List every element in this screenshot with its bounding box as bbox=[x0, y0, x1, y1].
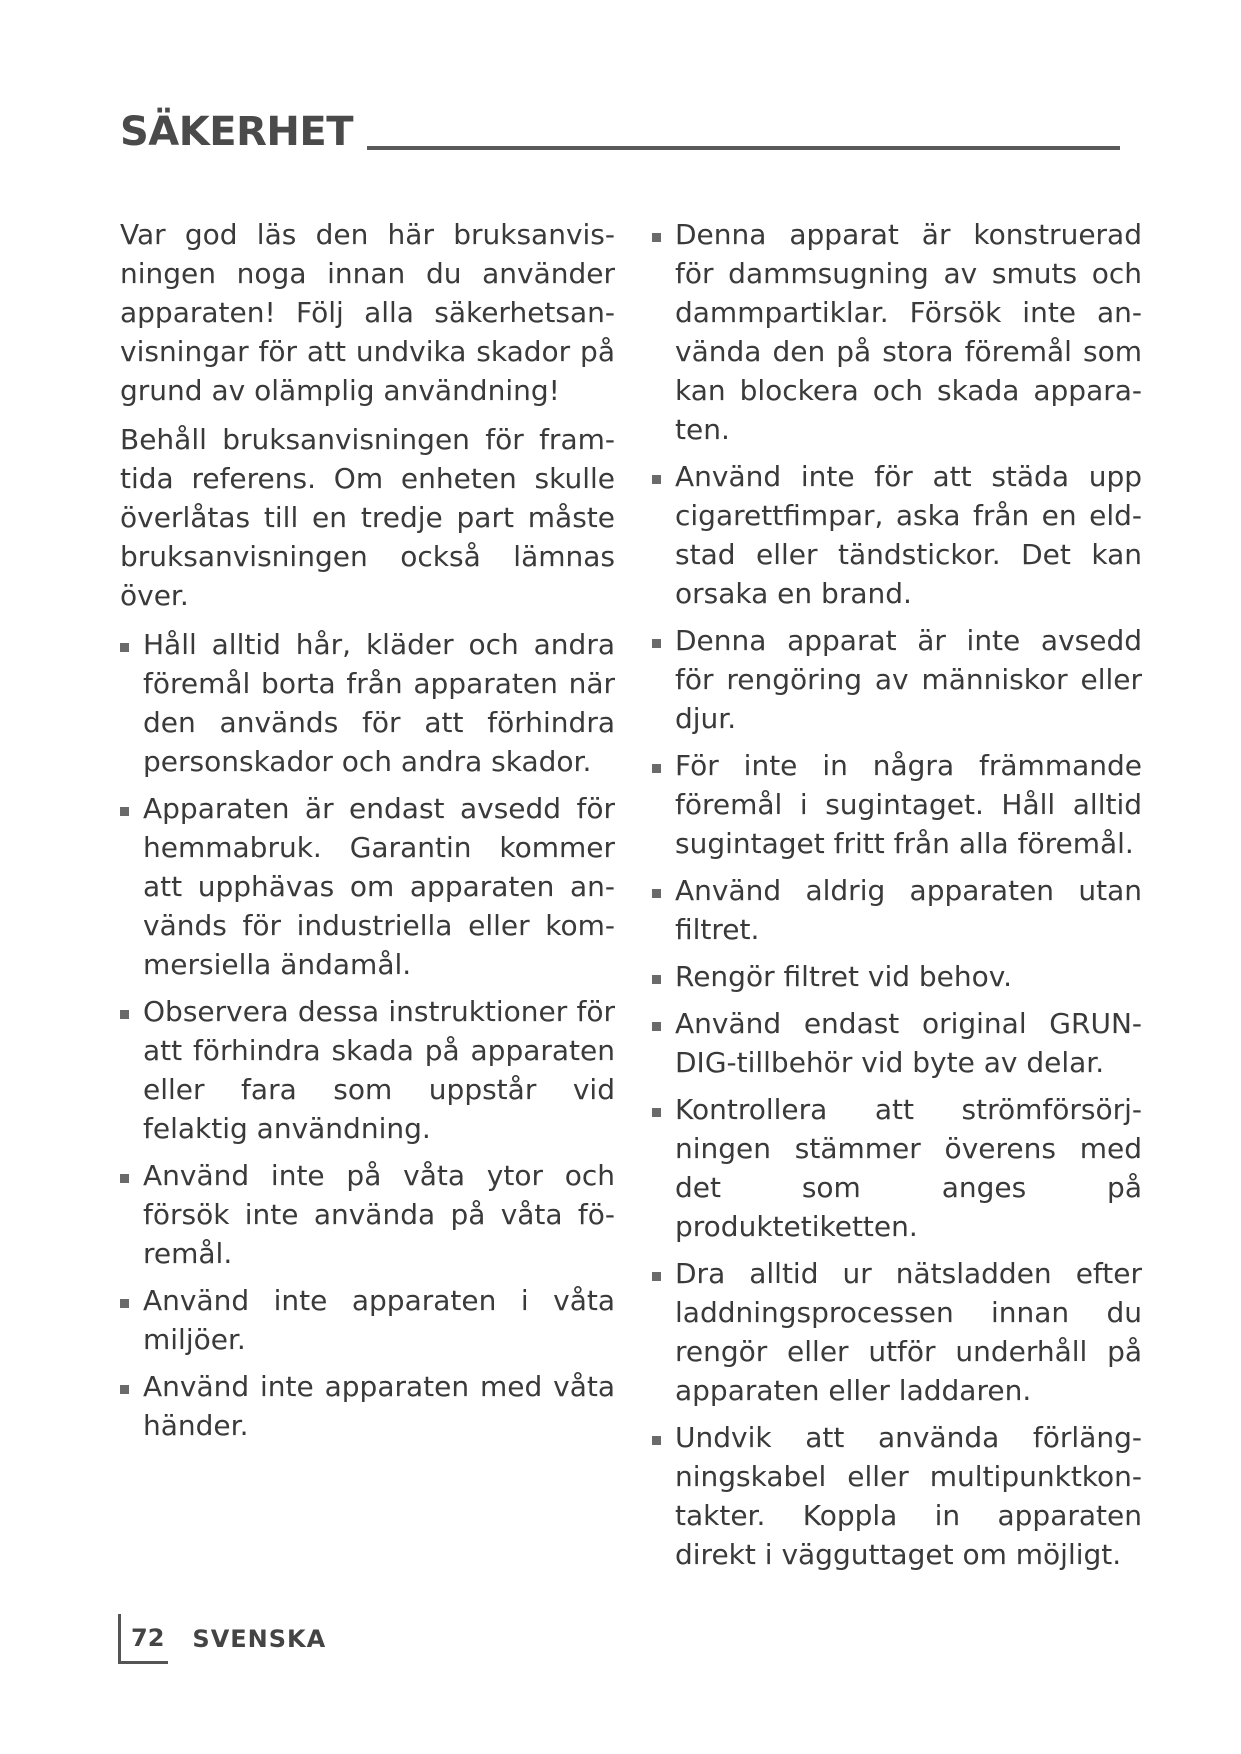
square-bullet-icon bbox=[652, 233, 661, 242]
square-bullet-icon bbox=[652, 639, 661, 648]
safety-list-left bbox=[120, 625, 615, 1445]
square-bullet-icon bbox=[652, 764, 661, 773]
list-item-text: Använd inte för att städa upp cigarettfimpar, aska från en eldstad eller tändstickor. Det kan orsaka en brand. bbox=[675, 460, 1142, 610]
safety-list-right bbox=[652, 215, 1142, 1574]
list-item-text: Undvik att använda förlängningskabel eller multipunktkontakter. Koppla in apparaten direkt i vägguttaget om möjligt. bbox=[675, 1421, 1142, 1571]
list-item-text: Dra alltid ur nätsladden efter laddningsprocessen innan du rengör eller utför underhåll på apparaten eller laddaren. bbox=[675, 1257, 1142, 1407]
square-bullet-icon bbox=[652, 975, 661, 984]
square-bullet-icon bbox=[120, 807, 129, 816]
list-item bbox=[652, 457, 1142, 613]
square-bullet-icon bbox=[652, 475, 661, 484]
footer-label bbox=[121, 1614, 168, 1664]
list-item bbox=[652, 1418, 1142, 1574]
left-column bbox=[120, 215, 615, 1453]
list-item bbox=[120, 789, 615, 984]
page-footer bbox=[118, 1614, 326, 1664]
list-item bbox=[652, 621, 1142, 738]
square-bullet-icon bbox=[652, 1436, 661, 1445]
page-header bbox=[120, 109, 1120, 155]
page-title: SÄKERHET bbox=[120, 109, 353, 155]
list-item-text: Observera dessa instruktioner för att förhindra skada på apparaten eller fara som uppstår vid felaktig användning. bbox=[143, 995, 615, 1145]
square-bullet-icon bbox=[120, 1010, 129, 1019]
square-bullet-icon bbox=[652, 1272, 661, 1281]
list-item-text: Använd endast original GRUNDIG-tillbehör vid byte av delar. bbox=[675, 1007, 1142, 1079]
list-item-text: Denna apparat är inte avsedd för rengöring av människor eller djur. bbox=[675, 624, 1142, 735]
square-bullet-icon bbox=[652, 1108, 661, 1117]
page-number: 72 bbox=[131, 1623, 165, 1652]
list-item bbox=[120, 1281, 615, 1359]
list-item-text: Apparaten är endast avsedd för hemmabruk. Garantin kommer att upphävas om apparaten används för industriella eller kommersiella ändamål. bbox=[143, 792, 615, 981]
square-bullet-icon bbox=[120, 1174, 129, 1183]
list-item bbox=[652, 1090, 1142, 1246]
list-item-text: Håll alltid hår, kläder och andra föremål borta från apparaten när den används för att förhindra personskador och andra skador. bbox=[143, 628, 615, 778]
language-label: SVENSKA bbox=[192, 1625, 327, 1653]
list-item-text: Använd inte apparaten med våta händer. bbox=[143, 1370, 615, 1442]
list-item bbox=[652, 957, 1142, 996]
right-column bbox=[652, 215, 1142, 1582]
intro-paragraph: Behåll bruksanvisningen för framtida referens. Om enheten skulle överlåtas till en tredje part måste bruksanvisningen också lämnas över. bbox=[120, 423, 615, 612]
list-item-text: Använd inte apparaten i våta miljöer. bbox=[143, 1284, 615, 1356]
title-rule bbox=[367, 146, 1120, 150]
list-item bbox=[652, 871, 1142, 949]
list-item bbox=[652, 215, 1142, 449]
list-item-text: Använd inte på våta ytor och försök inte använda på våta föremål. bbox=[143, 1159, 615, 1270]
square-bullet-icon bbox=[120, 643, 129, 652]
list-item bbox=[120, 625, 615, 781]
list-item-text: Denna apparat är konstruerad för dammsugning av smuts och dammpartiklar. Försök inte använda den på stora föremål som kan blockera och skada apparaten. bbox=[675, 218, 1142, 446]
list-item bbox=[120, 1156, 615, 1273]
list-item bbox=[652, 1004, 1142, 1082]
square-bullet-icon bbox=[652, 889, 661, 898]
list-item bbox=[120, 1367, 615, 1445]
list-item-text: Använd aldrig apparaten utan filtret. bbox=[675, 874, 1142, 946]
square-bullet-icon bbox=[652, 1022, 661, 1031]
list-item bbox=[652, 746, 1142, 863]
list-item-text: Rengör filtret vid behov. bbox=[675, 960, 1013, 993]
list-item bbox=[652, 1254, 1142, 1410]
intro-paragraph: Var god läs den här bruksanvisningen noga innan du använder apparaten! Följ alla säkerhetsanvisningar för att undvika skador på grund av olämplig användning! bbox=[120, 218, 615, 407]
list-item-text: För inte in några främmande föremål i sugintaget. Håll alltid sugintaget fritt från alla föremål. bbox=[675, 749, 1142, 860]
square-bullet-icon bbox=[120, 1385, 129, 1394]
list-item bbox=[120, 992, 615, 1148]
square-bullet-icon bbox=[120, 1299, 129, 1308]
list-item-text: Kontrollera att strömförsörjningen stämmer överens med det som anges på produktetiketten. bbox=[675, 1093, 1142, 1243]
